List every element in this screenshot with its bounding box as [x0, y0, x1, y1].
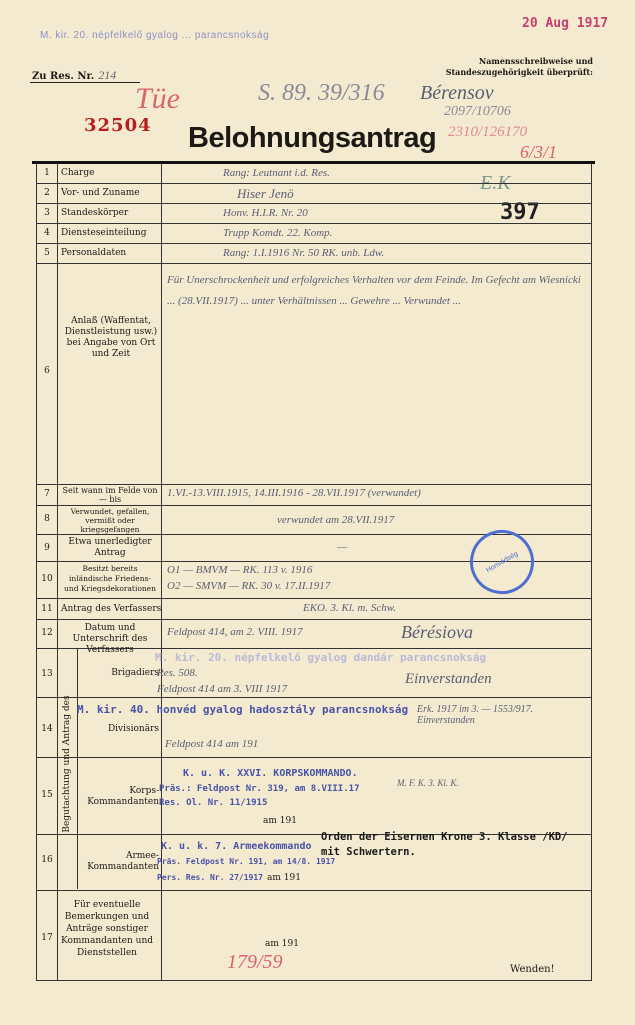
- army-stamp-2: Präs. Feldpost Nr. 191, am 14/8. 1917: [157, 857, 336, 866]
- row-index: 9: [44, 543, 50, 553]
- row-index: 16: [41, 855, 53, 865]
- division-stamp: M. kir. 40. honvéd gyalog hadosztály parancsnokság: [77, 703, 409, 716]
- row-label: Personaldaten: [61, 248, 127, 258]
- row-3: [37, 204, 591, 224]
- side-ref-2: 2310/126170: [448, 124, 528, 140]
- header-stamp: M. kir. 20. népfelkelő gyalog ... parancsnokság: [40, 30, 270, 41]
- row-label: Armee-Kommandanten: [87, 851, 159, 872]
- army-am: am 191: [267, 873, 301, 883]
- name-check-signature: Bérensov: [420, 82, 494, 104]
- red-note: 179/59: [227, 951, 283, 973]
- row-index: 13: [41, 669, 53, 679]
- row-label: Antrag des Verfassers: [61, 604, 162, 614]
- corps-am: am 191: [263, 816, 297, 826]
- row-5: [37, 244, 591, 264]
- row-value: Rang: Leutnant i.d. Res.: [223, 167, 330, 179]
- corps-note: M. F. K. 3. Kl. K.: [397, 778, 459, 788]
- zu-res: [32, 68, 116, 83]
- author-signature: Bérésiova: [401, 622, 473, 642]
- decoration-text: Orden der Eisernen Krone 3. Klasse /KD/ mit Schwertern.: [321, 831, 568, 858]
- side-ref-1: 2097/10706: [444, 104, 511, 119]
- row-label: Datum und Unterschrift des Verfassers: [72, 623, 148, 655]
- zu-res-underline: [30, 82, 140, 83]
- row-index: 6: [44, 366, 50, 376]
- row-14: [37, 698, 591, 758]
- row-label: Charge: [61, 168, 95, 178]
- row-label: Etwa unerledigter Antrag: [68, 537, 152, 558]
- row-index: 8: [44, 514, 50, 524]
- row-label: Korps-Kommandanten: [87, 786, 159, 807]
- row-12: [37, 620, 591, 655]
- row-label: Diensteseinteilung: [61, 228, 147, 238]
- row-label: Brigadiers: [111, 668, 159, 678]
- row-value: Hiser Jenö: [237, 186, 294, 201]
- row-label: Anlaß (Waffentat, Dienstleistung usw.) bei Angabe von Ort und Zeit: [64, 316, 158, 359]
- row-index: 15: [41, 790, 53, 800]
- row-13: [37, 649, 591, 698]
- corps-stamp-1: K. u. K. XXVI. KORPSKOMMANDO.: [183, 768, 358, 779]
- row-index: 5: [44, 248, 50, 258]
- side-ref-3: 6/3/1: [520, 142, 558, 162]
- row-index: 10: [41, 574, 53, 584]
- row-value: Trupp Komdt. 22. Komp.: [223, 227, 333, 239]
- row-index: 11: [41, 604, 53, 614]
- round-stamp-text: Honvédség: [484, 550, 520, 574]
- brigade-note: Einverstanden: [405, 671, 492, 687]
- received-date-stamp: 20 Aug 1917: [522, 16, 609, 31]
- row-label: Seit wann im Felde von — bis: [62, 486, 158, 504]
- red-scribble: Tüe: [135, 82, 180, 115]
- row-index: 7: [44, 489, 50, 499]
- row-value: EKO. 3. Kl. m. Schw.: [303, 602, 396, 614]
- row-label: Verwundet, gefallen, vermißt oder kriegsgefangen: [70, 507, 150, 534]
- row-value-2: O2 — SMVM — RK. 30 v. 17.II.1917: [167, 580, 331, 592]
- row-index: 14: [41, 724, 53, 734]
- row-value: verwundet am 28.VII.1917: [277, 514, 395, 526]
- row-value: Feldpost 414 am 191: [165, 738, 259, 750]
- brigade-stamp: M. kir. 20. népfelkelő gyalog dandár parancsnokság: [155, 651, 487, 664]
- army-stamp-3: Pers. Res. Nr. 27/1917: [157, 873, 263, 882]
- row-index: 2: [44, 188, 50, 198]
- ek-mark: E.K: [480, 172, 511, 194]
- row-value: Rang: 1.I.1916 Nr. 50 RK. unb. Ldw.: [223, 247, 385, 259]
- row-index: 3: [44, 208, 50, 218]
- row-label: Divisionärs: [107, 724, 159, 734]
- row-value-2: Feldpost 414 am 3. VIII 1917: [157, 683, 288, 695]
- row-label: Für eventuelle Bemerkungen und Anträge sonstiger Kommandanten und Dienststellen: [61, 900, 154, 958]
- row-17: [37, 891, 591, 979]
- army-stamp-1: K. u. k. 7. Armeekommando: [161, 841, 312, 852]
- vertical-label: Begutachtung und Antrag des: [62, 695, 72, 833]
- row-2: [37, 184, 591, 204]
- wenden-note: Wenden!: [510, 964, 555, 975]
- row-value: Feldpost 414, am 2. VIII. 1917: [167, 626, 303, 638]
- big-number: 397: [500, 200, 540, 225]
- row-7: [37, 485, 591, 506]
- registration-number: 32504: [84, 115, 152, 136]
- zu-res-label: Zu Res. Nr.: [32, 71, 95, 82]
- row-value-1: Res. 508.: [157, 667, 198, 679]
- row-label: Standeskörper: [61, 208, 129, 218]
- row-label: Vor- und Zuname: [61, 188, 140, 198]
- corps-stamp-3: Res. Ol. Nr. 11/1915: [159, 798, 268, 808]
- row-index: 4: [44, 228, 50, 238]
- division-note: Erk. 1917 im 3. — 1553/917. Einverstanden: [417, 704, 534, 726]
- page-title: Belohnungsantrag: [188, 122, 437, 154]
- row-index: 12: [41, 628, 53, 638]
- row-15: [37, 758, 591, 835]
- row-6: [37, 264, 591, 485]
- zu-res-value: 214: [98, 68, 117, 82]
- row-index: 17: [41, 933, 53, 943]
- row-value: Honv. H.I.R. Nr. 20: [223, 207, 308, 219]
- row-11: [37, 599, 591, 620]
- row-value: 1.VI.-13.VIII.1915, 14.III.1916 - 28.VII.1917 (verwundet): [167, 487, 421, 499]
- row-value: —: [337, 541, 347, 553]
- row-value-1: O1 — BMVM — RK. 113 v. 1916: [167, 564, 313, 576]
- row-4: [37, 224, 591, 244]
- corps-stamp-2: Präs.: Feldpost Nr. 319, am 8.VIII.17: [159, 784, 360, 794]
- file-reference: S. 89. 39/316: [258, 80, 385, 106]
- row-label: Besitzt bereits inländische Friedens- und Kriegsdekorationen: [64, 564, 156, 593]
- row-index: 1: [44, 168, 50, 178]
- row-value: Für Unerschrockenheit und erfolgreiches Verhalten vor dem Feinde. Im Gefecht am Wiesnicki ... (28.VII.1917) ... unter Verhältnissen ... Gewehre ... Verwundet ...: [167, 274, 581, 307]
- remarks-am: am 191: [265, 939, 299, 949]
- row-16: [37, 831, 591, 891]
- name-spelling-note: Namensschreibweise und Standeszugehörigkeit überprüft:: [445, 56, 593, 77]
- row-1: [37, 164, 591, 184]
